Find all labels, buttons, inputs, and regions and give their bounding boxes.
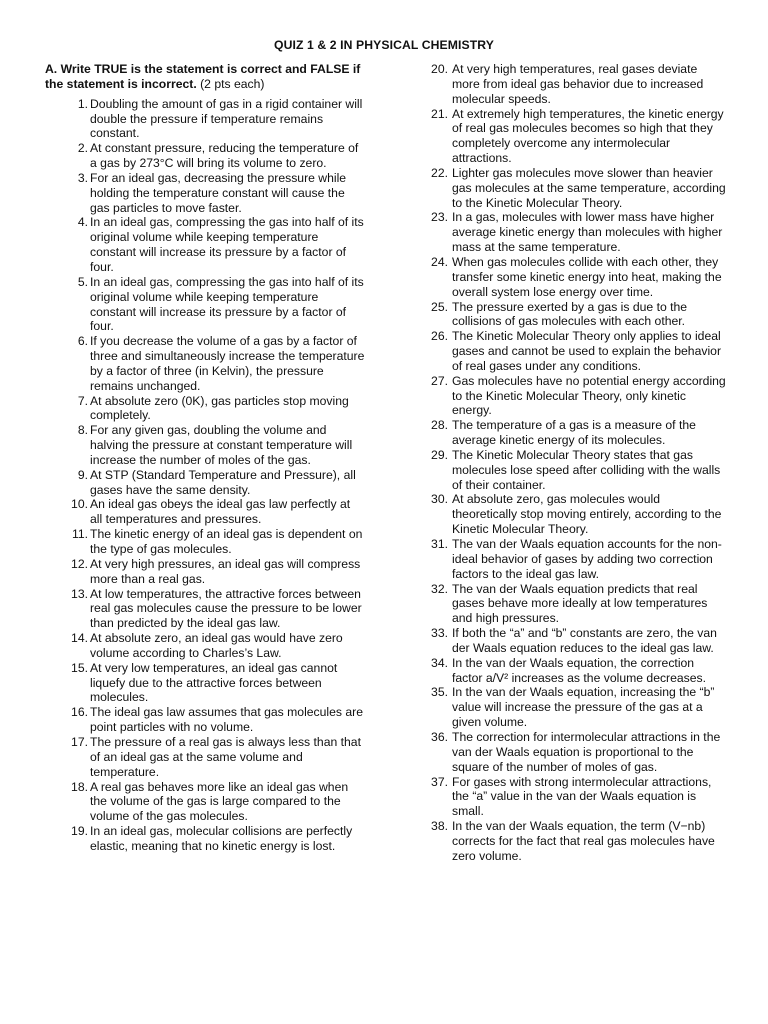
question-item: [71, 586, 365, 632]
question-item: [431, 210, 727, 255]
question-text: When gas molecules collide with each other, they transfer some kinetic energy into heat, making the overall system lose energy over time.: [452, 254, 722, 299]
instructions-heading: A. Write TRUE is the statement is correct and FALSE if the statement is incorrect.: [45, 62, 361, 91]
page-title: QUIZ 1 & 2 IN PHYSICAL CHEMISTRY: [274, 38, 494, 52]
question-item: [431, 819, 727, 864]
question-number: 8.: [77, 423, 88, 438]
question-number: 27.: [431, 373, 448, 388]
question-item: [431, 655, 727, 686]
question-text: In the van der Waals equation, the term (V−nb) corrects for the fact that real gas molecules have zero volume.: [452, 819, 715, 863]
question-number: 12.: [71, 556, 88, 571]
question-number: 32.: [431, 581, 448, 596]
question-item: [431, 729, 727, 775]
question-number: 6.: [77, 334, 88, 349]
question-item: [77, 334, 365, 393]
question-item: [431, 106, 727, 166]
question-number: 14.: [71, 631, 88, 646]
question-text: At absolute zero, an ideal gas would have zero volume according to Charles’s Law.: [90, 631, 343, 660]
question-number: 28.: [431, 418, 448, 433]
section-instructions: [45, 62, 365, 92]
question-item: [431, 299, 727, 330]
question-item: [71, 779, 365, 825]
question-number: 36.: [431, 729, 448, 744]
question-item: [431, 626, 727, 656]
question-text: A real gas behaves more like an ideal gas when the volume of the gas is large compared to the volume of the gas molecules.: [90, 779, 349, 824]
question-item: [71, 497, 365, 527]
question-text: The pressure exerted by a gas is due to the collisions of gas molecules with each other.: [452, 299, 688, 329]
right-column: [427, 62, 727, 864]
question-number: 23.: [431, 210, 448, 225]
question-text: For an ideal gas, decreasing the pressure while holding the temperature constant will cause the gas particles to move faster.: [90, 170, 347, 215]
question-number: 9.: [77, 467, 88, 482]
question-text: At low temperatures, the attractive forces between real gas molecules cause the pressure to be lower than predicted by the ideal gas law.: [90, 586, 362, 631]
question-text: In the van der Waals equation, increasing the “b” value will increase the pressure of the gas at a given volume.: [452, 685, 715, 730]
question-text: The temperature of a gas is a measure of the average kinetic energy of its molecules.: [452, 418, 696, 448]
question-number: 17.: [71, 734, 88, 749]
question-item: [71, 705, 365, 735]
question-item: [71, 631, 365, 661]
question-number: 24.: [431, 254, 448, 269]
question-number: 15.: [71, 660, 88, 675]
question-list-right: [427, 62, 727, 864]
question-number: 18.: [71, 779, 88, 794]
question-number: 11.: [71, 527, 88, 542]
question-item: [77, 423, 365, 468]
question-item: [77, 274, 365, 334]
question-text: At very high temperatures, real gases deviate more from ideal gas behavior due to increased molecular speeds.: [452, 62, 704, 106]
question-text: In an ideal gas, compressing the gas into half of its original volume while keeping temperature constant will increase its pressure by a factor of four.: [90, 215, 364, 274]
question-text: If both the “a” and “b” constants are zero, the van der Waals equation reduces to the ideal gas law.: [452, 626, 717, 655]
question-item: [431, 373, 727, 419]
question-item: [431, 774, 727, 820]
question-text: In an ideal gas, molecular collisions are perfectly elastic, meaning that no kinetic energy is lost.: [90, 824, 353, 853]
question-text: In a gas, molecules with lower mass have higher average kinetic energy than molecules with higher mass at the same temperature.: [452, 210, 723, 255]
question-number: 26.: [431, 329, 448, 344]
question-text: The van der Waals equation predicts that real gases behave more ideally at low temperatures and high pressures.: [452, 581, 708, 626]
question-text: The correction for intermolecular attractions in the van der Waals equation is proportional to the square of the number of moles of gas.: [452, 729, 721, 774]
question-number: 2.: [77, 141, 88, 156]
question-item: [431, 685, 727, 730]
question-number: 3.: [77, 170, 88, 185]
question-text: At constant pressure, reducing the temperature of a gas by 273°C will bring its volume to zero.: [90, 141, 359, 171]
question-text: At very high pressures, an ideal gas will compress more than a real gas.: [90, 556, 361, 586]
question-item: [431, 62, 727, 107]
question-text: If you decrease the volume of a gas by a factor of three and simultaneously increase the temperature by a factor of three (in Kelvin), the pressure remains unchanged.: [90, 334, 365, 393]
question-item: [71, 734, 365, 780]
question-number: 29.: [431, 447, 448, 462]
question-text: For any given gas, doubling the volume and halving the pressure at constant temperature will increase the number of moles of the gas.: [90, 423, 353, 467]
question-item: [431, 537, 727, 582]
question-number: 38.: [431, 819, 448, 834]
question-text: For gases with strong intermolecular attractions, the “a” value in the van der Waals equation is small.: [452, 774, 712, 819]
question-number: 21.: [431, 106, 448, 121]
question-number: 4.: [77, 215, 88, 230]
question-number: 22.: [431, 165, 448, 180]
question-text: An ideal gas obeys the ideal gas law perfectly at all temperatures and pressures.: [90, 497, 351, 527]
question-number: 25.: [431, 299, 448, 314]
question-text: At extremely high temperatures, the kinetic energy of real gas molecules becomes so high that they completely overcome any intermolecular attractions.: [452, 106, 724, 166]
question-number: 5.: [77, 274, 88, 289]
question-item: [431, 329, 727, 374]
question-number: 31.: [431, 537, 448, 551]
question-number: 34.: [431, 655, 448, 670]
question-item: [431, 418, 727, 448]
question-item: [77, 393, 365, 424]
question-item: [431, 581, 727, 627]
question-number: 16.: [71, 705, 88, 720]
question-item: [71, 556, 365, 587]
question-item: [77, 96, 365, 142]
question-item: [77, 170, 365, 216]
left-column: [45, 62, 365, 854]
question-text: At STP (Standard Temperature and Pressure), all gases have the same density.: [90, 467, 356, 497]
question-text: At absolute zero (0K), gas particles stop moving completely.: [90, 393, 349, 423]
question-item: [431, 165, 727, 211]
question-number: 10.: [71, 497, 88, 512]
question-text: In an ideal gas, compressing the gas into half of its original volume while keeping temperature constant will increase its pressure by a factor of four.: [90, 274, 364, 334]
question-text: The Kinetic Molecular Theory states that gas molecules lose speed after colliding with the walls of their container.: [452, 447, 721, 492]
question-text: At very low temperatures, an ideal gas cannot liquefy due to the attractive forces between molecules.: [90, 660, 338, 705]
question-text: At absolute zero, gas molecules would theoretically stop moving entirely, according to the Kinetic Molecular Theory.: [452, 492, 722, 537]
question-item: [431, 447, 727, 493]
question-item: [71, 824, 365, 854]
question-item: [71, 527, 365, 557]
question-text: In the van der Waals equation, the correction factor a/V² increases as the volume decreases.: [452, 655, 707, 685]
question-item: [71, 660, 365, 706]
question-number: 13.: [71, 586, 88, 601]
question-item: [77, 141, 365, 171]
question-text: Lighter gas molecules move slower than heavier gas molecules at the same temperature, according to the Kinetic Molecular Theory.: [452, 165, 726, 210]
question-number: 33.: [431, 626, 448, 641]
question-number: 37.: [431, 774, 448, 789]
question-number: 35.: [431, 685, 448, 700]
question-item: [431, 492, 727, 537]
question-text: The pressure of a real gas is always less than that of an ideal gas at the same volume and temperature.: [90, 734, 361, 779]
question-text: The ideal gas law assumes that gas molecules are point particles with no volume.: [90, 705, 364, 735]
question-text: Doubling the amount of gas in a rigid container will double the pressure if temperature remains constant.: [90, 96, 363, 141]
question-text: The van der Waals equation accounts for the non-ideal behavior of gases by adding two correction factors to the ideal gas law.: [452, 537, 722, 581]
question-number: 1.: [77, 96, 88, 111]
question-text: The kinetic energy of an ideal gas is dependent on the type of gas molecules.: [90, 527, 363, 556]
question-number: 20.: [431, 62, 448, 76]
question-item: [77, 467, 365, 498]
question-item: [431, 254, 727, 300]
question-text: The Kinetic Molecular Theory only applies to ideal gases and cannot be used to explain the behavior of real gases under any conditions.: [452, 329, 721, 373]
instructions-points: (2 pts each): [196, 76, 265, 91]
question-number: 30.: [431, 492, 448, 507]
question-list-left: [45, 97, 365, 854]
question-item: [77, 215, 365, 274]
question-text: Gas molecules have no potential energy according to the Kinetic Molecular Theory, only kinetic energy.: [452, 373, 726, 418]
question-number: 7.: [77, 393, 88, 408]
question-number: 19.: [71, 824, 88, 839]
